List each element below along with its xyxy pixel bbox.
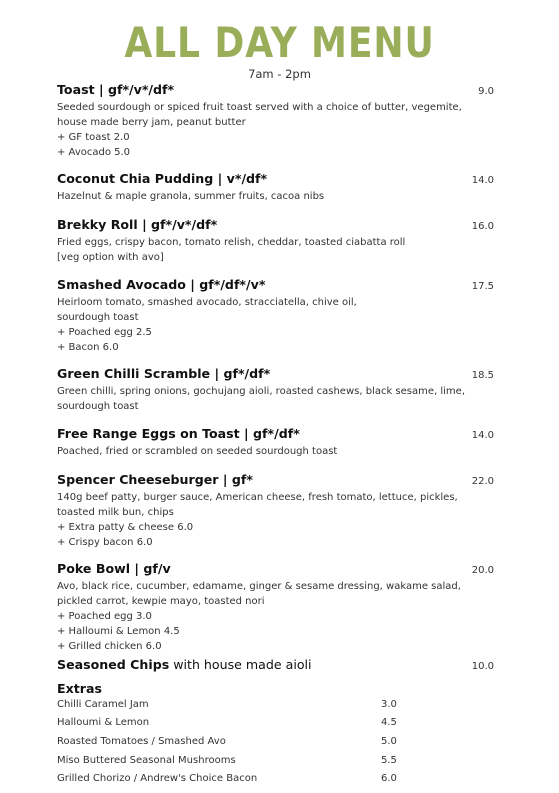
- menu-item-name: [57, 81, 174, 98]
- menu-item-name: [57, 170, 267, 187]
- menu-item-name-text: Brekky Roll | gf*/v*/df*: [57, 217, 218, 232]
- menu-item: [57, 425, 494, 459]
- menu-item-description-line: Avo, black rice, cucumber, edamame, ginger & sesame dressing, wakame salad,: [57, 581, 461, 592]
- menu-item-name: [57, 560, 171, 577]
- extras-row-name: Roasted Tomatoes / Smashed Avo: [57, 736, 226, 747]
- menu-item-header: [57, 170, 494, 187]
- menu-item-name: [57, 425, 300, 442]
- menu-item-name-text: Coconut Chia Pudding | v*/df*: [57, 171, 268, 186]
- menu-item-description: [57, 189, 494, 204]
- extras-row: [57, 773, 397, 784]
- menu-item-description: [57, 579, 494, 654]
- extras-row: [57, 736, 397, 747]
- menu-item-header: [57, 276, 494, 293]
- extras-title: Extras: [57, 681, 102, 696]
- extras-row-price: 4.5: [381, 717, 397, 728]
- menu-item: [57, 170, 494, 204]
- menu-item-price: 17.5: [471, 281, 494, 292]
- menu-item-description-line: + Poached egg 3.0: [57, 611, 152, 622]
- menu-item-description-line: Fried eggs, crispy bacon, tomato relish, cheddar, toasted ciabatta roll: [57, 237, 406, 248]
- menu-item-name: [57, 216, 217, 233]
- menu-item-description-line: 140g beef patty, burger sauce, American cheese, fresh tomato, lettuce, pickles,: [57, 492, 458, 503]
- menu-item-description-line: sourdough toast: [57, 312, 139, 323]
- menu-item-description-line: [veg option with avo]: [57, 252, 164, 263]
- menu-item: [57, 560, 494, 654]
- menu-item: [57, 471, 494, 550]
- menu-item-description-line: + Crispy bacon 6.0: [57, 537, 153, 548]
- menu-item-name: [57, 656, 312, 673]
- menu-item-header: [57, 365, 494, 382]
- menu-item-name: [57, 365, 270, 382]
- menu-item-price: 16.0: [471, 221, 494, 232]
- extras-row-name: Grilled Chorizo / Andrew's Choice Bacon: [57, 773, 258, 784]
- menu-item-description-line: Hazelnut & maple granola, summer fruits, cacoa nibs: [57, 191, 325, 202]
- menu-item-name-text: Seasoned Chips: [57, 657, 170, 672]
- menu-item-header: [57, 471, 494, 488]
- menu-item-name-text: Free Range Eggs on Toast | gf*/df*: [57, 426, 300, 441]
- extras-row-price: 5.5: [381, 755, 397, 766]
- menu-item-name-text: Green Chilli Scramble | gf*/df*: [57, 366, 271, 381]
- menu-item-price: 9.0: [478, 86, 494, 97]
- menu-item-name: [57, 471, 253, 488]
- menu-item-description-line: Heirloom tomato, smashed avocado, stracciatella, chive oil,: [57, 297, 357, 308]
- menu-item-description-line: sourdough toast: [57, 401, 139, 412]
- menu-item-description-line: toasted milk bun, chips: [57, 507, 174, 518]
- extras-row-name: Halloumi & Lemon: [57, 717, 150, 728]
- menu-item-description-line: Poached, fried or scrambled on seeded sourdough toast: [57, 446, 338, 457]
- menu-item-header: [57, 560, 494, 577]
- menu-title: ALL DAY MENU: [124, 18, 435, 67]
- menu-item-description-line: + Halloumi & Lemon 4.5: [57, 626, 180, 637]
- extras-row-name: Miso Buttered Seasonal Mushrooms: [57, 755, 236, 766]
- menu-item-price: 18.5: [471, 370, 494, 381]
- menu-item-name-suffix: with house made aioli: [169, 657, 312, 672]
- menu-item: [57, 216, 494, 265]
- opening-hours: 7am - 2pm: [248, 67, 311, 81]
- menu-item-name-text: Smashed Avocado | gf*/df*/v*: [57, 277, 266, 292]
- menu-item-description-line: Seeded sourdough or spiced fruit toast served with a choice of butter, vegemite,: [57, 102, 462, 113]
- menu-item-description-line: + Extra patty & cheese 6.0: [57, 522, 194, 533]
- menu-item-description-line: house made berry jam, peanut butter: [57, 117, 246, 128]
- menu-item-description-line: Green chilli, spring onions, gochujang aioli, roasted cashews, black sesame, lime,: [57, 386, 466, 397]
- menu-item-name-text: Spencer Cheeseburger | gf*: [57, 472, 253, 487]
- menu-item-description-line: + Bacon 6.0: [57, 342, 119, 353]
- extras-row-price: 3.0: [381, 699, 397, 710]
- menu-item-description: [57, 295, 494, 355]
- extras-row: [57, 755, 397, 766]
- menu-item-name: [57, 276, 265, 293]
- menu-item-description-line: pickled carrot, kewpie mayo, toasted nori: [57, 596, 265, 607]
- menu-item-name-text: Toast | gf*/v*/df*: [57, 82, 175, 97]
- menu-item-header: [57, 216, 494, 233]
- menu-item-description-line: + Poached egg 2.5: [57, 327, 152, 338]
- menu-item-description-line: + GF toast 2.0: [57, 132, 130, 143]
- menu-item-description: [57, 490, 494, 550]
- menu-item-header: [57, 425, 494, 442]
- menu-item-description: [57, 100, 494, 160]
- menu-item-price: 10.0: [471, 661, 494, 672]
- extras-row-price: 5.0: [381, 736, 397, 747]
- menu-item: [57, 656, 494, 673]
- menu-item-description: [57, 384, 494, 414]
- menu-item-price: 20.0: [471, 565, 494, 576]
- menu-item-description-line: + Avocado 5.0: [57, 147, 131, 158]
- menu-item-description: [57, 444, 494, 459]
- menu-item: [57, 81, 494, 160]
- menu-item-price: 14.0: [471, 430, 494, 441]
- menu-item-header: [57, 656, 494, 673]
- menu-item-description-line: + Grilled chicken 6.0: [57, 641, 162, 652]
- extras-row: [57, 699, 397, 710]
- menu-item-name-text: Poke Bowl | gf/v: [57, 561, 171, 576]
- menu-item-description: [57, 235, 494, 265]
- extras-row-price: 6.0: [381, 773, 397, 784]
- menu-item-price: 14.0: [471, 175, 494, 186]
- menu-item: [57, 365, 494, 414]
- menu-item: [57, 276, 494, 355]
- extras-row-name: Chilli Caramel Jam: [57, 699, 149, 710]
- menu-item-header: [57, 81, 494, 98]
- extras-row: [57, 717, 397, 728]
- menu-item-price: 22.0: [471, 476, 494, 487]
